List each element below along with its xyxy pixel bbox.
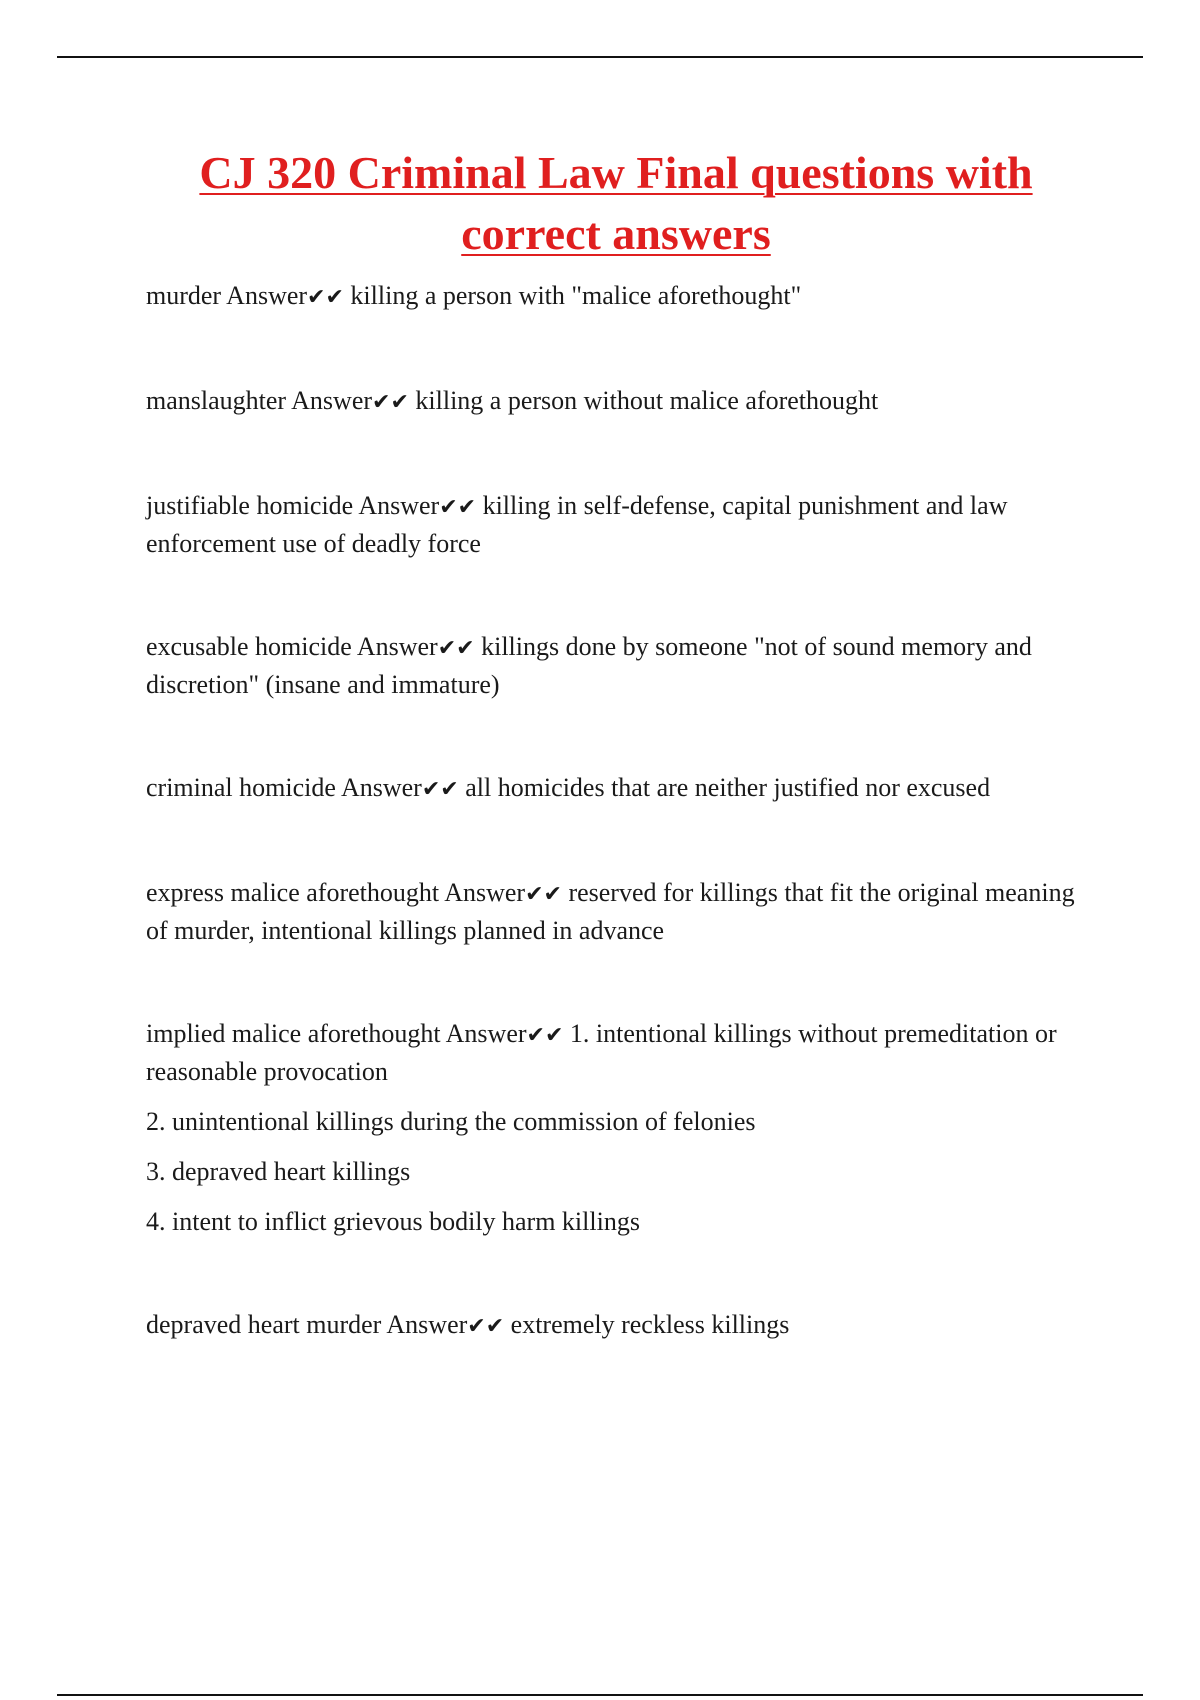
- bottom-rule: [57, 1694, 1143, 1696]
- entry-answer: extremely reckless killings: [510, 1310, 790, 1339]
- answer-label: Answer: [340, 773, 422, 802]
- double-check-icon: ✔✔: [372, 390, 409, 415]
- answer-label: Answer: [291, 386, 373, 415]
- entry-answer: reserved for killings that fit the original meaning of murder, intentional killings planned in advance: [146, 878, 1075, 945]
- qa-entry: [146, 278, 1086, 316]
- qa-entry: [146, 488, 1086, 562]
- title-line-2: correct answers: [461, 208, 771, 259]
- answer-label: Answer: [226, 281, 308, 310]
- answer-label: Answer: [386, 1310, 468, 1339]
- answer-label: Answer: [358, 491, 440, 520]
- qa-entry: [146, 1016, 1086, 1090]
- title-line-1: CJ 320 Criminal Law Final questions with: [199, 147, 1033, 198]
- entry-answer: killings done by someone "not of sound memory and discretion" (insane and immature): [146, 632, 1032, 699]
- answer-label: Answer: [444, 878, 526, 907]
- answer-label: Answer: [445, 1019, 527, 1048]
- double-check-icon: ✔✔: [421, 777, 459, 802]
- answer-label: Answer: [356, 632, 438, 661]
- entry-answer: killing a person without malice aforethought: [415, 386, 879, 415]
- entry-term: excusable homicide: [146, 632, 352, 661]
- sub-item: 3. depraved heart killings: [146, 1157, 411, 1186]
- qa-entry: [146, 1307, 1086, 1345]
- entry-term: criminal homicide: [146, 773, 336, 802]
- qa-entry: [146, 770, 1086, 808]
- entry-answer: killing a person with "malice aforethought": [350, 281, 802, 310]
- double-check-icon: ✔✔: [525, 882, 562, 907]
- document-title: [120, 142, 1112, 264]
- double-check-icon: ✔✔: [437, 636, 475, 661]
- entry-answer: killing in self-defense, capital punishment and law enforcement use of deadly force: [146, 491, 1008, 558]
- qa-entry: [146, 629, 1086, 703]
- double-check-icon: ✔✔: [526, 1023, 564, 1048]
- entry-term: depraved heart murder: [146, 1310, 382, 1339]
- entry-answer: all homicides that are neither justified nor excused: [465, 773, 991, 802]
- sub-item: 2. unintentional killings during the commission of felonies: [146, 1107, 756, 1136]
- double-check-icon: ✔✔: [307, 285, 344, 310]
- entry-answer: 1. intentional killings without premeditation or reasonable provocation: [146, 1019, 1057, 1086]
- sub-item: 4. intent to inflict grievous bodily harm killings: [146, 1207, 640, 1236]
- qa-list: [146, 278, 1086, 1345]
- top-rule: [57, 56, 1143, 58]
- entry-term: justifiable homicide: [146, 491, 354, 520]
- entry-term: implied malice aforethought: [146, 1019, 441, 1048]
- double-check-icon: ✔✔: [439, 495, 477, 520]
- entry-term: manslaughter: [146, 386, 287, 415]
- qa-entry: [146, 383, 1086, 421]
- entry-term: murder: [146, 281, 222, 310]
- double-check-icon: ✔✔: [467, 1314, 505, 1339]
- entry-term: express malice aforethought: [146, 878, 440, 907]
- qa-entry: [146, 875, 1086, 949]
